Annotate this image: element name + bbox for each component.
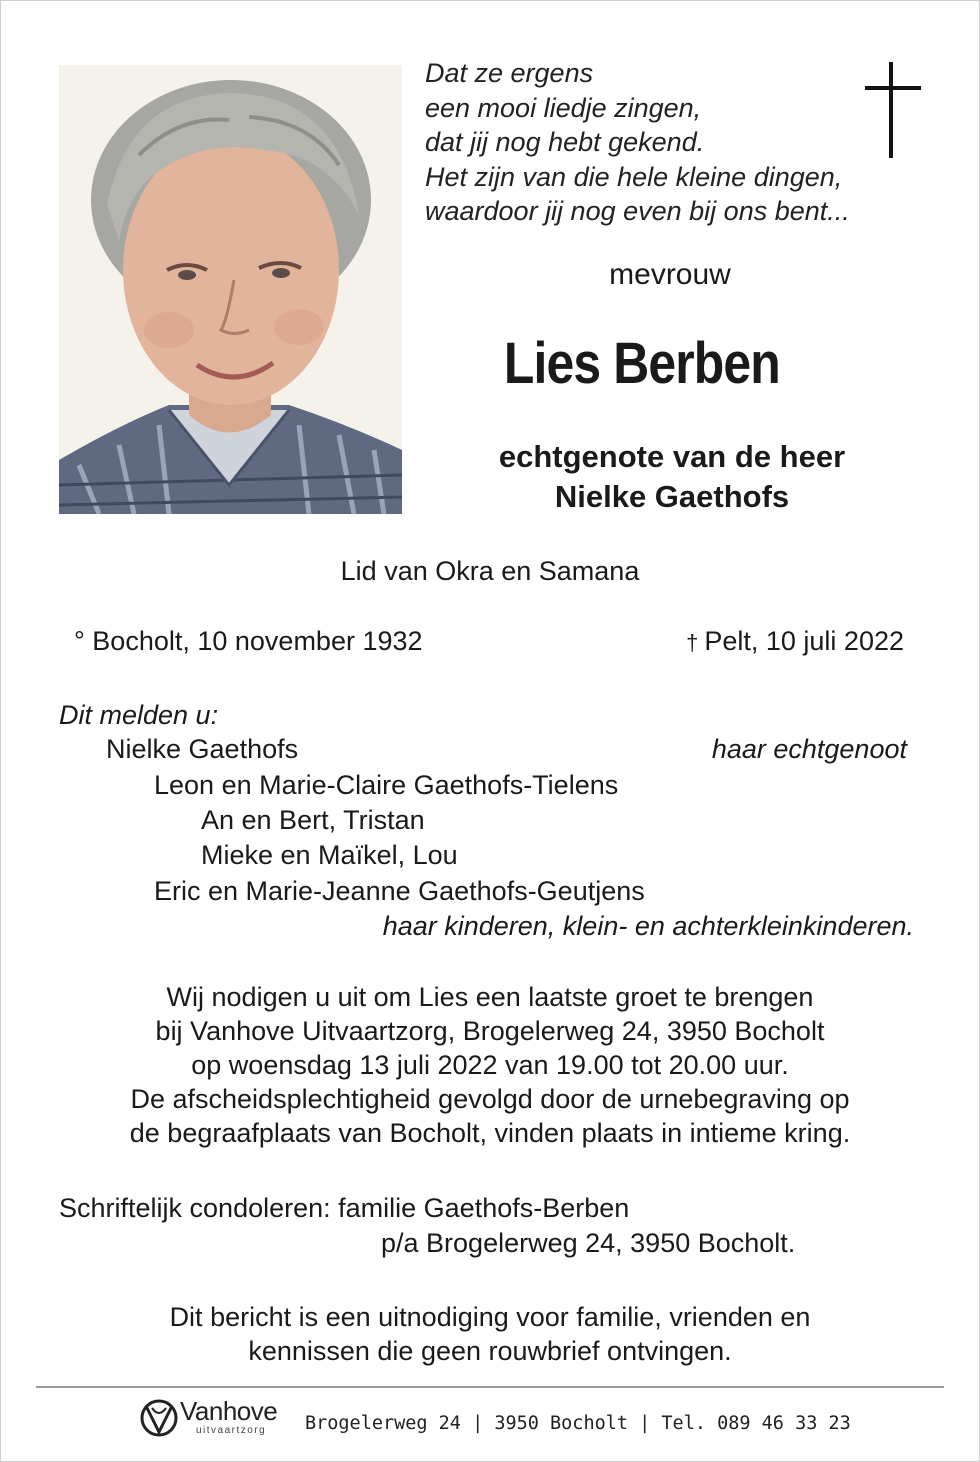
dagger-icon: † (686, 630, 699, 655)
brand-sub: uitvaartzorg (196, 1425, 267, 1436)
poem-line: waardoor jij nog even bij ons bent... (425, 196, 850, 226)
invitation-line: op woensdag 13 juli 2022 van 19.00 tot 20.00 uur. (191, 1050, 789, 1080)
spouse-line: echtgenote van de heer (498, 439, 846, 474)
birth-info: ° Bocholt, 10 november 1932 (74, 626, 423, 656)
family-member: An en Bert, Tristan (201, 805, 425, 835)
invitation-line: bij Vanhove Uitvaartzorg, Brogelerweg 24, 3950 Bocholt (155, 1016, 825, 1046)
vanhove-logo (138, 1396, 298, 1440)
death-info (686, 626, 904, 657)
portrait-photo (59, 65, 402, 514)
poem (425, 56, 925, 229)
invitation-line: Wij nodigen u uit om Lies een laatste groet te brengen (166, 982, 814, 1012)
notice-text (0, 1300, 980, 1368)
membership: Lid van Okra en Samana (340, 556, 640, 586)
footer-contact: Brogelerweg 24 | 3950 Bocholt | Tel. 089 46 33 23 (305, 1413, 851, 1434)
vanhove-logo-icon (138, 1396, 180, 1440)
condolence-address: p/a Brogelerweg 24, 3950 Bocholt. (381, 1228, 796, 1258)
family-member: Eric en Marie-Jeanne Gaethofs-Geutjens (154, 876, 645, 906)
poem-line: een mooi liedje zingen, (425, 92, 702, 123)
poem-line: Het zijn van die hele kleine dingen, (425, 161, 843, 192)
announcers-intro: Dit melden u: (59, 700, 219, 730)
invitation-line: De afscheidsplechtigheid gevolgd door de urnebegraving op (130, 1084, 850, 1114)
condolence-line: Schriftelijk condoleren: familie Gaethofs-Berben (59, 1193, 630, 1223)
death-text: Pelt, 10 juli 2022 (704, 626, 904, 656)
notice-line: kennissen die geen rouwbrief ontvingen. (248, 1336, 732, 1366)
invitation-text (0, 980, 980, 1150)
spouse-block (420, 437, 924, 517)
divider (36, 1386, 944, 1388)
honorific: mevrouw (609, 258, 731, 291)
poem-line: dat jij nog hebt gekend. (425, 127, 705, 157)
poem-line: Dat ze ergens (425, 58, 594, 88)
family-member: Leon en Marie-Claire Gaethofs-Tielens (154, 770, 619, 800)
brand-name: Vanhove (180, 1396, 278, 1426)
deceased-name: Lies Berben (503, 331, 780, 396)
family-member: Mieke en Maïkel, Lou (201, 840, 458, 870)
invitation-line: de begraafplaats van Bocholt, vinden plaats in intieme kring. (129, 1118, 851, 1148)
family-relation: haar kinderen, klein- en achterkleinkinderen. (382, 911, 914, 941)
notice-line: Dit bericht is een uitnodiging voor familie, vrienden en (169, 1302, 811, 1332)
spouse-name: Nielke Gaethofs (554, 479, 790, 514)
announcer-relation: haar echtgenoot (711, 734, 907, 764)
announcer-spouse: Nielke Gaethofs (106, 734, 299, 764)
cross-icon (862, 62, 924, 158)
